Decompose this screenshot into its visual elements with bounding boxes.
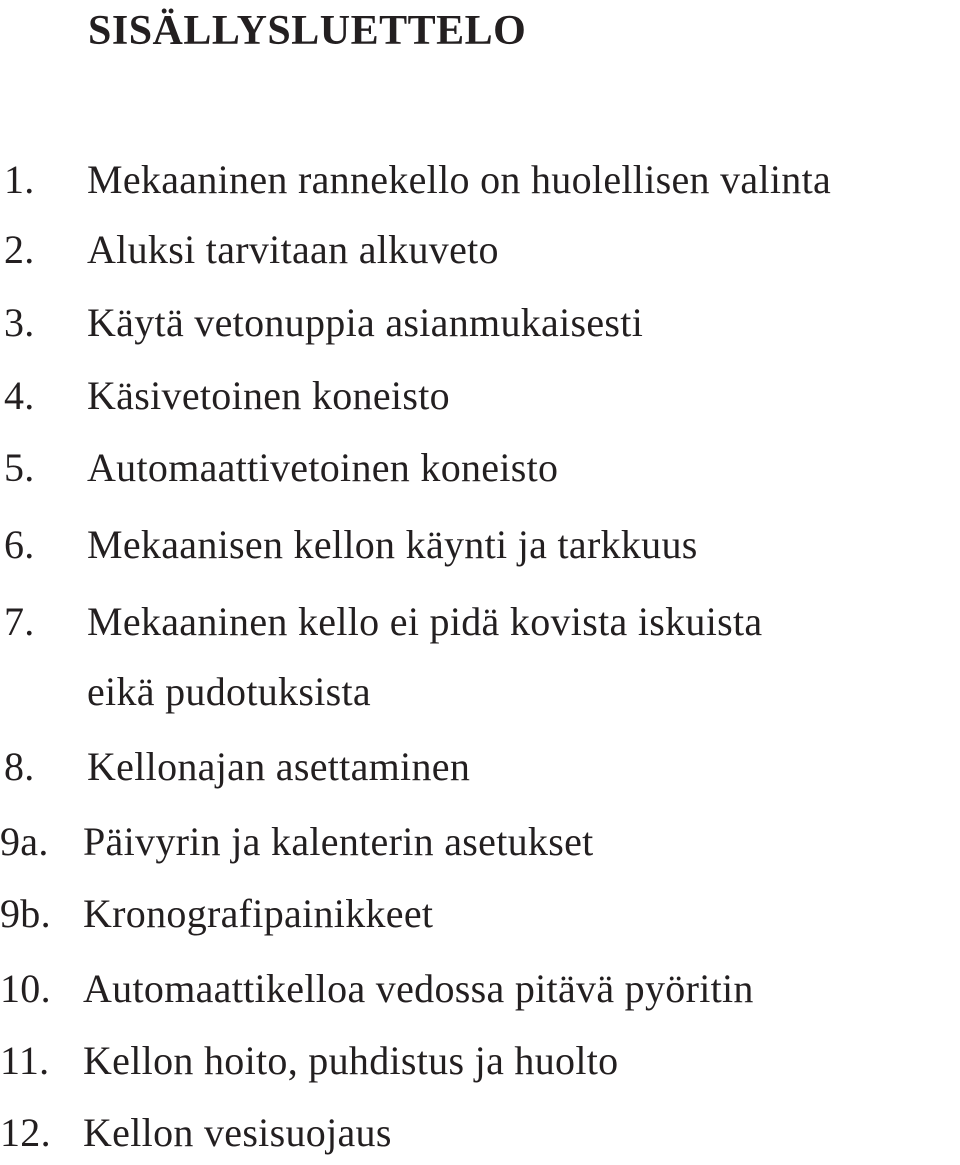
toc-entry-text: Kronografipainikkeet	[83, 891, 434, 936]
toc-entry-text: Automaattivetoinen koneisto	[87, 445, 559, 490]
toc-entry-text: Kellon vesisuojaus	[83, 1110, 392, 1155]
toc-entry-number: 9a.	[0, 819, 49, 864]
page-title: SISÄLLYSLUETTELO	[88, 8, 527, 54]
toc-entry-text: Aluksi tarvitaan alkuveto	[87, 227, 499, 272]
toc-entry-number: 4.	[4, 373, 35, 418]
toc-entry-text-continuation: eikä pudotuksista	[87, 669, 371, 714]
toc-entry-text: Käsivetoinen koneisto	[87, 373, 450, 418]
toc-entry-number: 3.	[4, 300, 35, 345]
toc-entry-number: 1.	[4, 157, 35, 202]
toc-entry-number: 11.	[0, 1038, 50, 1083]
toc-entry-number: 9b.	[0, 891, 51, 936]
toc-entry-text: Käytä vetonuppia asianmukaisesti	[87, 300, 644, 345]
toc-entry-text: Kellon hoito, puhdistus ja huolto	[83, 1038, 619, 1083]
toc-entry-number: 8.	[4, 744, 35, 789]
toc-entry-number: 5.	[4, 445, 35, 490]
toc-entry-number: 7.	[4, 599, 35, 644]
toc-entry-text: Mekaanisen kellon käynti ja tarkkuus	[87, 522, 698, 567]
toc-entry-number: 2.	[4, 227, 35, 272]
toc-entry-number: 10.	[0, 966, 51, 1011]
toc-entry-number: 12.	[0, 1110, 51, 1155]
toc-entry-text: Mekaaninen kello ei pidä kovista iskuista	[87, 599, 763, 644]
toc-entry-text: Automaattikelloa vedossa pitävä pyöritin	[83, 966, 754, 1011]
toc-entry-text: Mekaaninen rannekello on huolellisen valinta	[87, 157, 832, 202]
toc-entry-text: Kellonajan asettaminen	[87, 744, 471, 789]
toc-entry-text: Päivyrin ja kalenterin asetukset	[83, 819, 594, 864]
toc-entry-number: 6.	[4, 522, 35, 567]
